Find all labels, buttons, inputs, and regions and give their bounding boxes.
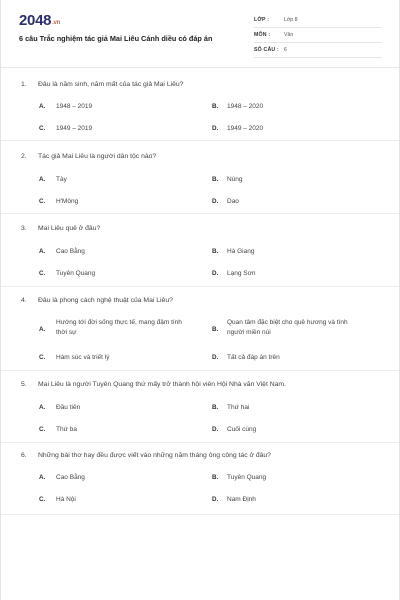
meta-value: Lớp 8 (284, 17, 298, 23)
option-letter: D. (212, 496, 219, 503)
option-a[interactable]: Cao Bằng (56, 248, 85, 255)
option-letter: A. (39, 103, 46, 110)
meta-value: Văn (284, 32, 294, 38)
option-letter: A. (39, 248, 46, 255)
option-b[interactable] (227, 318, 348, 337)
option-c[interactable]: Tuyên Quang (56, 270, 96, 277)
meta-key: MÔN : (254, 32, 271, 38)
option-c[interactable]: Hàm súc và triết lý (56, 354, 110, 361)
meta-row-count (254, 44, 382, 58)
question-number: 2. (21, 153, 27, 160)
question-4 (1, 287, 399, 371)
option-letter: D. (212, 198, 219, 205)
option-d[interactable]: Nam Định (227, 496, 256, 503)
option-letter: A. (39, 474, 46, 481)
question-2 (1, 141, 399, 214)
site-logo[interactable] (19, 12, 60, 29)
question-number: 1. (21, 81, 27, 88)
option-d[interactable]: 1949 – 2020 (227, 125, 264, 132)
option-b[interactable]: Hà Giang (227, 248, 255, 255)
option-c[interactable]: H'Mông (56, 198, 79, 205)
option-letter: C. (39, 270, 46, 277)
worksheet-title: 6 câu Trắc nghiệm tác giả Mai Liêu Cánh diều có đáp án (19, 34, 213, 43)
option-d[interactable]: Tất cả đáp án trên (227, 354, 280, 361)
option-a[interactable] (56, 318, 182, 337)
option-a[interactable]: Tày (56, 176, 67, 183)
option-letter: C. (39, 198, 46, 205)
question-text: Mai Liêu là người Tuyên Quang thứ mấy trở thành hội viên Hội Nhà văn Việt Nam. (38, 381, 286, 388)
option-b[interactable]: 1948 – 2020 (227, 103, 264, 110)
option-letter: C. (39, 426, 46, 433)
question-text: Tác giả Mai Liêu là người dân tộc nào? (38, 153, 157, 160)
question-1 (1, 69, 399, 141)
question-3 (1, 214, 399, 287)
question-text: Những bài thơ hay đều được viết vào những năm tháng ông công tác ở đâu? (38, 452, 271, 459)
option-letter: D. (212, 354, 219, 361)
question-number: 5. (21, 381, 27, 388)
option-b[interactable]: Nùng (227, 176, 243, 183)
option-letter: D. (212, 270, 219, 277)
question-number: 6. (21, 452, 27, 459)
logo-main: 2048 (19, 12, 52, 29)
option-letter: B. (212, 326, 219, 333)
option-letter: B. (212, 103, 219, 110)
option-letter: C. (39, 125, 46, 132)
option-a[interactable]: Đầu tiên (56, 404, 81, 411)
option-letter: D. (212, 125, 219, 132)
option-d[interactable]: Cuối cùng (227, 426, 257, 433)
option-letter: A. (39, 176, 46, 183)
option-letter: A. (39, 326, 46, 333)
option-letter: B. (212, 474, 219, 481)
question-6 (1, 443, 399, 515)
option-letter: B. (212, 404, 219, 411)
option-c[interactable]: 1949 – 2019 (56, 125, 93, 132)
option-d[interactable]: Dao (227, 198, 239, 205)
option-a-line2: thời sự (56, 328, 77, 336)
meta-key: LỚP : (254, 17, 270, 23)
meta-value: 6 (284, 47, 287, 53)
option-letter: B. (212, 176, 219, 183)
question-text: Đâu là năm sinh, năm mất của tác giả Mai Liêu? (38, 81, 184, 88)
logo-suffix: .vn (52, 20, 60, 26)
worksheet-header (1, 0, 399, 68)
option-letter: C. (39, 354, 46, 361)
question-5 (1, 371, 399, 443)
option-letter: D. (212, 426, 219, 433)
option-b[interactable]: Tuyên Quang (227, 474, 267, 481)
option-letter: A. (39, 404, 46, 411)
option-letter: C. (39, 496, 46, 503)
option-b-line1: Quan tâm đặc biệt cho quê hương và tình (227, 319, 348, 326)
option-a[interactable]: Cao Bằng (56, 474, 85, 481)
option-letter: B. (212, 248, 219, 255)
meta-row-grade (254, 14, 382, 28)
meta-row-subject (254, 29, 382, 43)
question-number: 4. (21, 297, 27, 304)
option-b-line2: người miền núi (227, 328, 271, 336)
meta-key: SỐ CÂU : (254, 47, 279, 53)
question-text: Đâu là phong cách nghệ thuật của Mai Liêu? (38, 297, 173, 304)
option-b[interactable]: Thứ hai (227, 404, 250, 411)
option-c[interactable]: Hà Nội (56, 496, 76, 503)
option-d[interactable]: Lạng Sơn (227, 270, 256, 277)
question-text: Mai Liêu quê ở đâu? (38, 225, 101, 232)
option-c[interactable]: Thứ ba (56, 426, 77, 433)
option-a[interactable]: 1948 – 2019 (56, 103, 93, 110)
question-number: 3. (21, 225, 27, 232)
option-a-line1: Hướng tới đời sống thực tế, mang đậm tính (56, 319, 182, 326)
